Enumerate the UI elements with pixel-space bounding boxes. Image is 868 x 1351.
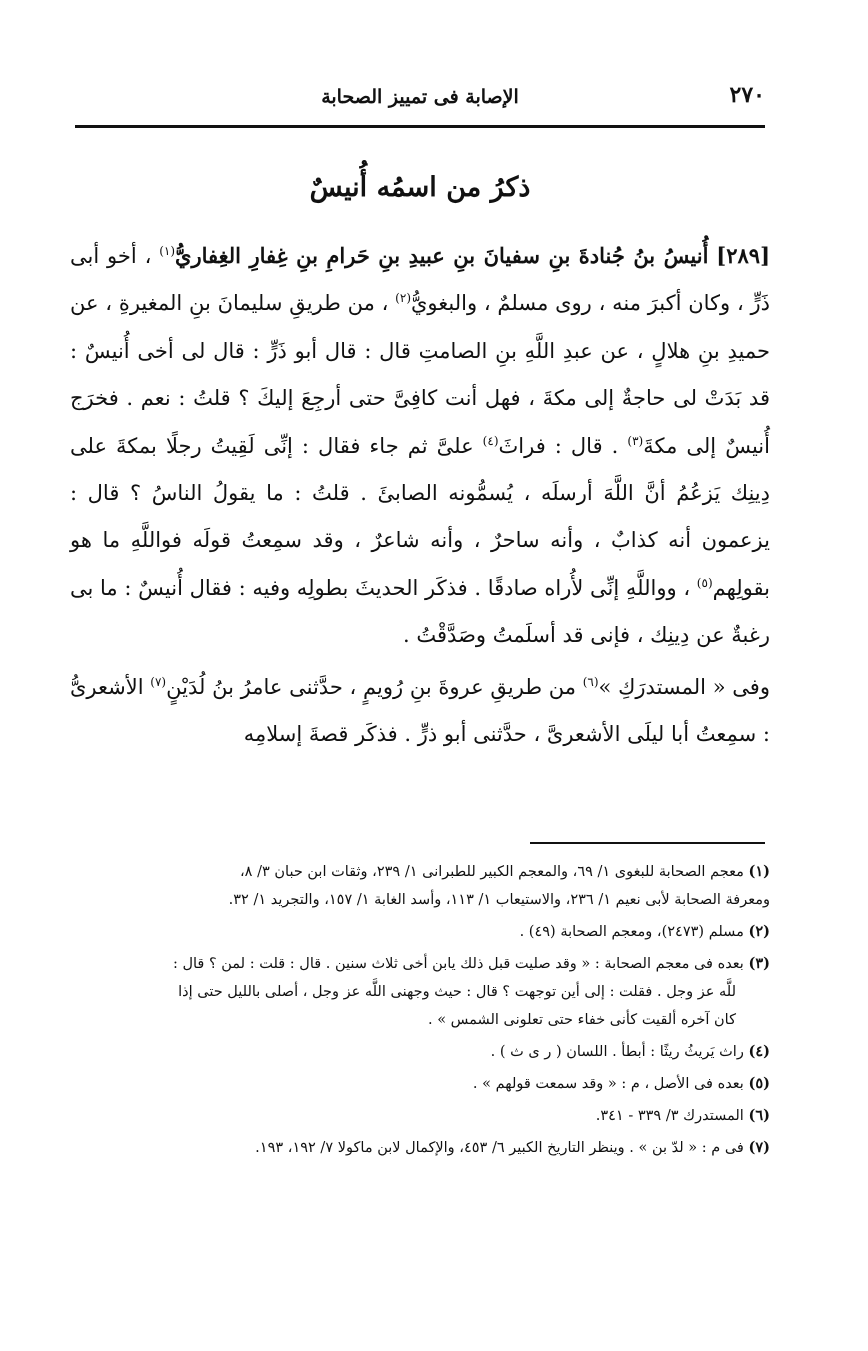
footnote-line: راث يَريثُ ريثًا : أبطأ . اللسان ( ر ى ث ) . — [490, 1044, 744, 1060]
footnote-line: كان آخره ألقيت كأنى خفاء حتى تعلونى الشمس » . — [427, 1012, 736, 1028]
footnote — [70, 1102, 770, 1130]
footnote-line: فى م : « لدّ بن » . وينظر التاريخ الكبير ٦/ ٤٥٣، والإكمال لابن ماكولا ٧/ ١٩٢، ١٩٣. — [255, 1140, 744, 1156]
footnote-continuation — [70, 978, 770, 1006]
footnote-ref-6: (٦) — [582, 674, 599, 689]
footnotes — [70, 858, 770, 1162]
footnote-continuation — [70, 886, 770, 914]
footnote-label: (١) — [748, 863, 770, 880]
main-text — [70, 232, 770, 758]
footnote-ref-1: (١) — [159, 244, 176, 258]
footnote-ref-7: (٧) — [150, 674, 167, 689]
text-run: علىَّ ثم جاء فقال : إنِّى لَقِيتُ رجلًا بمكةَ على دِينِك يَزعُمُ أنَّ اللَّهَ أرسلَه ، يُسمُّونه الصابئَ . قلتُ : ما يقولُ الناسُ ؟ قال : يزعمون أنه كذابٌ ، وأنه ساحرٌ ، وأنه شاعرٌ ، وقد سمِعتُ قولَه فواللَّهِ ما هو بقولِهم — [70, 433, 770, 600]
footnote-label: (٤) — [748, 1043, 770, 1060]
footnote-ref-2: (٢) — [395, 291, 411, 306]
entry-name-tail: ، — [144, 244, 160, 268]
footnote — [70, 1134, 770, 1162]
text-run: وفى « المستدرَكِ » — [598, 674, 770, 699]
footnote — [70, 950, 770, 978]
footnote-ref-3: (٣) — [627, 433, 644, 448]
footnote — [70, 858, 770, 886]
footnote-label: (٣) — [748, 955, 770, 972]
footnote-label: (٧) — [748, 1139, 770, 1156]
entry-paragraph — [70, 232, 770, 660]
mustadrak-paragraph — [70, 664, 770, 759]
footnote-label: (٦) — [748, 1107, 770, 1124]
entry-name: أُنيسُ بنُ جُنادةَ بنِ سفيانَ بنِ عبيدِ بنِ حَرامِ بنِ غِفارِ الغِفاريُّ — [175, 243, 709, 268]
footnote-rule — [530, 842, 765, 844]
footnote-label: (٥) — [748, 1075, 770, 1092]
text-run: أخو أبى ذَرٍّ ، وكان أكبرَ منه ، روى مسلمٌ ، والبغويُّ — [70, 244, 770, 316]
footnote-line: للَّه عز وجل . فقلت : إلى أين توجهت ؟ قال : حيث وجهنى اللَّه عز وجل ، أصلى بالليل حتى إذا — [178, 984, 736, 1000]
text-run: . قال : فراثَ — [498, 433, 628, 458]
header-rule — [75, 125, 765, 128]
page-number: ٢٧٠ — [729, 82, 765, 108]
footnote-ref-4: (٤) — [482, 433, 499, 448]
text-run: من طريقِ عروةَ بنِ رُويمٍ ، حدَّثنى عامرُ بنُ لُدَيْنٍ — [166, 674, 583, 699]
text-run: ، وواللَّهِ إنِّى لأُراه صادقًا . فذكَر الحديثَ بطولِه وفيه : فقال أُنيسٌ : ما بى رغبةٌ عن دِينِك ، فإنى قد أسلَمتُ وصَدَّقْتُ . — [70, 575, 770, 648]
text-run: الأشعرىُّ : سمِعتُ أبا ليلَى الأشعرىَّ ، حدَّثنى أبو ذرٍّ . فذكَر قصةَ إسلامِه — [70, 674, 770, 747]
text-run: ، من طريقِ سليمانَ بنِ المغيرةِ ، عن حميدِ بنِ هلالٍ ، عن عبدِ اللَّهِ بنِ الصامتِ قال : قال أبو ذَرٍّ : قال لى أخى أُنيسٌ : قد بَدَتْ لى حاجةٌ إلى مكةَ ، فهل أنت كافِىَّ حتى أرجِعَ إليكَ ؟ قلتُ : نعم . فخرَج أُنيسٌ إلى مكةَ — [70, 291, 770, 458]
footnote-label: (٢) — [748, 923, 770, 940]
footnote-line: معجم الصحابة للبغوى ١/ ٦٩، والمعجم الكبير للطبرانى ١/ ٢٣٩، وثقات ابن حبان ٣/ ٨، — [239, 864, 744, 880]
running-title: الإصابة فى تمييز الصحابة — [321, 86, 519, 108]
entry-number: [٢٨٩] — [716, 243, 770, 268]
footnote-line: ومعرفة الصحابة لأبى نعيم ١/ ٢٣٦، والاستيعاب ١/ ١١٣، وأسد الغابة ١/ ١٥٧، والتجريد ١/ ٣٢. — [228, 892, 770, 908]
footnote — [70, 1070, 770, 1098]
footnote-line: بعده فى معجم الصحابة : « وقد صليت قبل ذلك يابن أخى ثلاث سنين . قال : قلت : لمن ؟ قال : — [172, 956, 744, 972]
footnote-line: مسلم (٢٤٧٣)، ومعجم الصحابة (٤٩) . — [519, 924, 744, 940]
footnote-line: بعده فى الأصل ، م : « وقد سمعت قولهم » . — [472, 1076, 744, 1092]
footnote — [70, 1038, 770, 1066]
section-heading: ذكرُ من اسمُه أُنيسٌ — [309, 172, 531, 203]
footnote-ref-5: (٥) — [696, 575, 713, 590]
footnote-line: المستدرك ٣/ ٣٣٩ - ٣٤١. — [595, 1108, 744, 1124]
footnote — [70, 918, 770, 946]
page-header — [75, 82, 765, 118]
footnote-continuation — [70, 1006, 770, 1034]
